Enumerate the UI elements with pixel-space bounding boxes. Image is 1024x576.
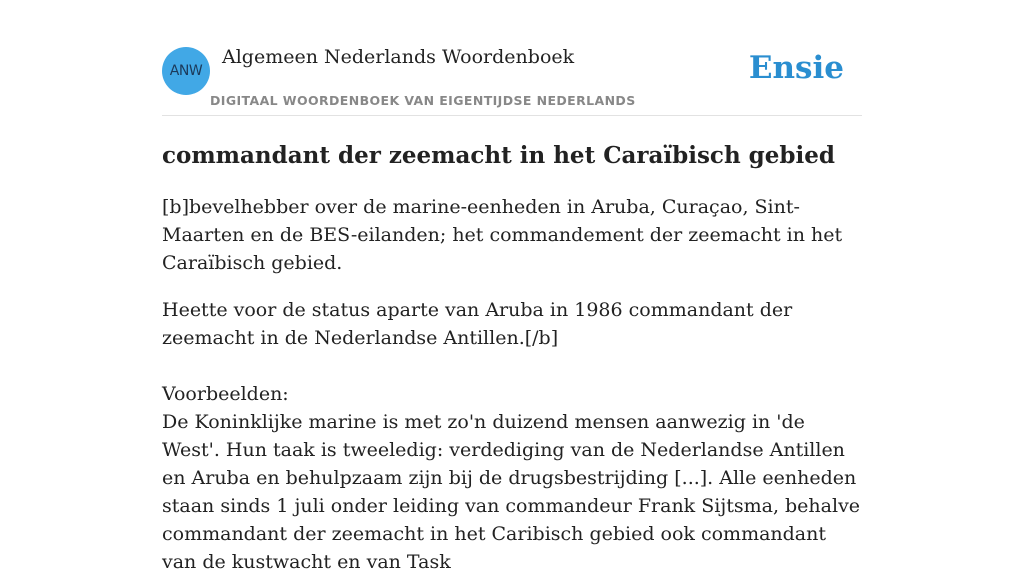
- examples-label: Voorbeelden:: [162, 383, 289, 405]
- ensie-brand-link[interactable]: Ensie: [748, 50, 844, 86]
- entry-definition: [b]bevelhebber over de marine-eenheden in Aruba, Curaçao, Sint-Maarten en de BES-eilanden; het commandement der zeemacht in het Caraïbisch gebied.: [162, 196, 843, 274]
- site-header: [162, 0, 862, 116]
- entry-title: commandant der zeemacht in het Caraïbisch gebied: [162, 142, 835, 169]
- site-subtitle: DIGITAAL WOORDENBOEK VAN EIGENTIJDSE NEDERLANDS: [210, 93, 636, 108]
- logo-text: ANW: [169, 63, 203, 79]
- anw-logo[interactable]: [162, 47, 210, 95]
- page-container: [162, 0, 862, 576]
- example-text: De Koninklijke marine is met zo'n duizend mensen aanwezig in 'de West'. Hun taak is tweeledig: verdediging van de Nederlandse Antillen en Aruba en behulpzaam zijn bij de drugsbestrijding [...]. Alle eenheden staan sinds 1 juli onder leiding van commandeur Frank Sijtsma, behalve commandant der zeemacht in het Caribisch gebied ook commandant van de kustwacht en van Task: [162, 411, 861, 573]
- entry-note: Heette voor de status aparte van Aruba in 1986 commandant der zeemacht in de Nederlandse Antillen.[/b]: [162, 299, 793, 349]
- site-title[interactable]: Algemeen Nederlands Woordenboek: [222, 46, 575, 68]
